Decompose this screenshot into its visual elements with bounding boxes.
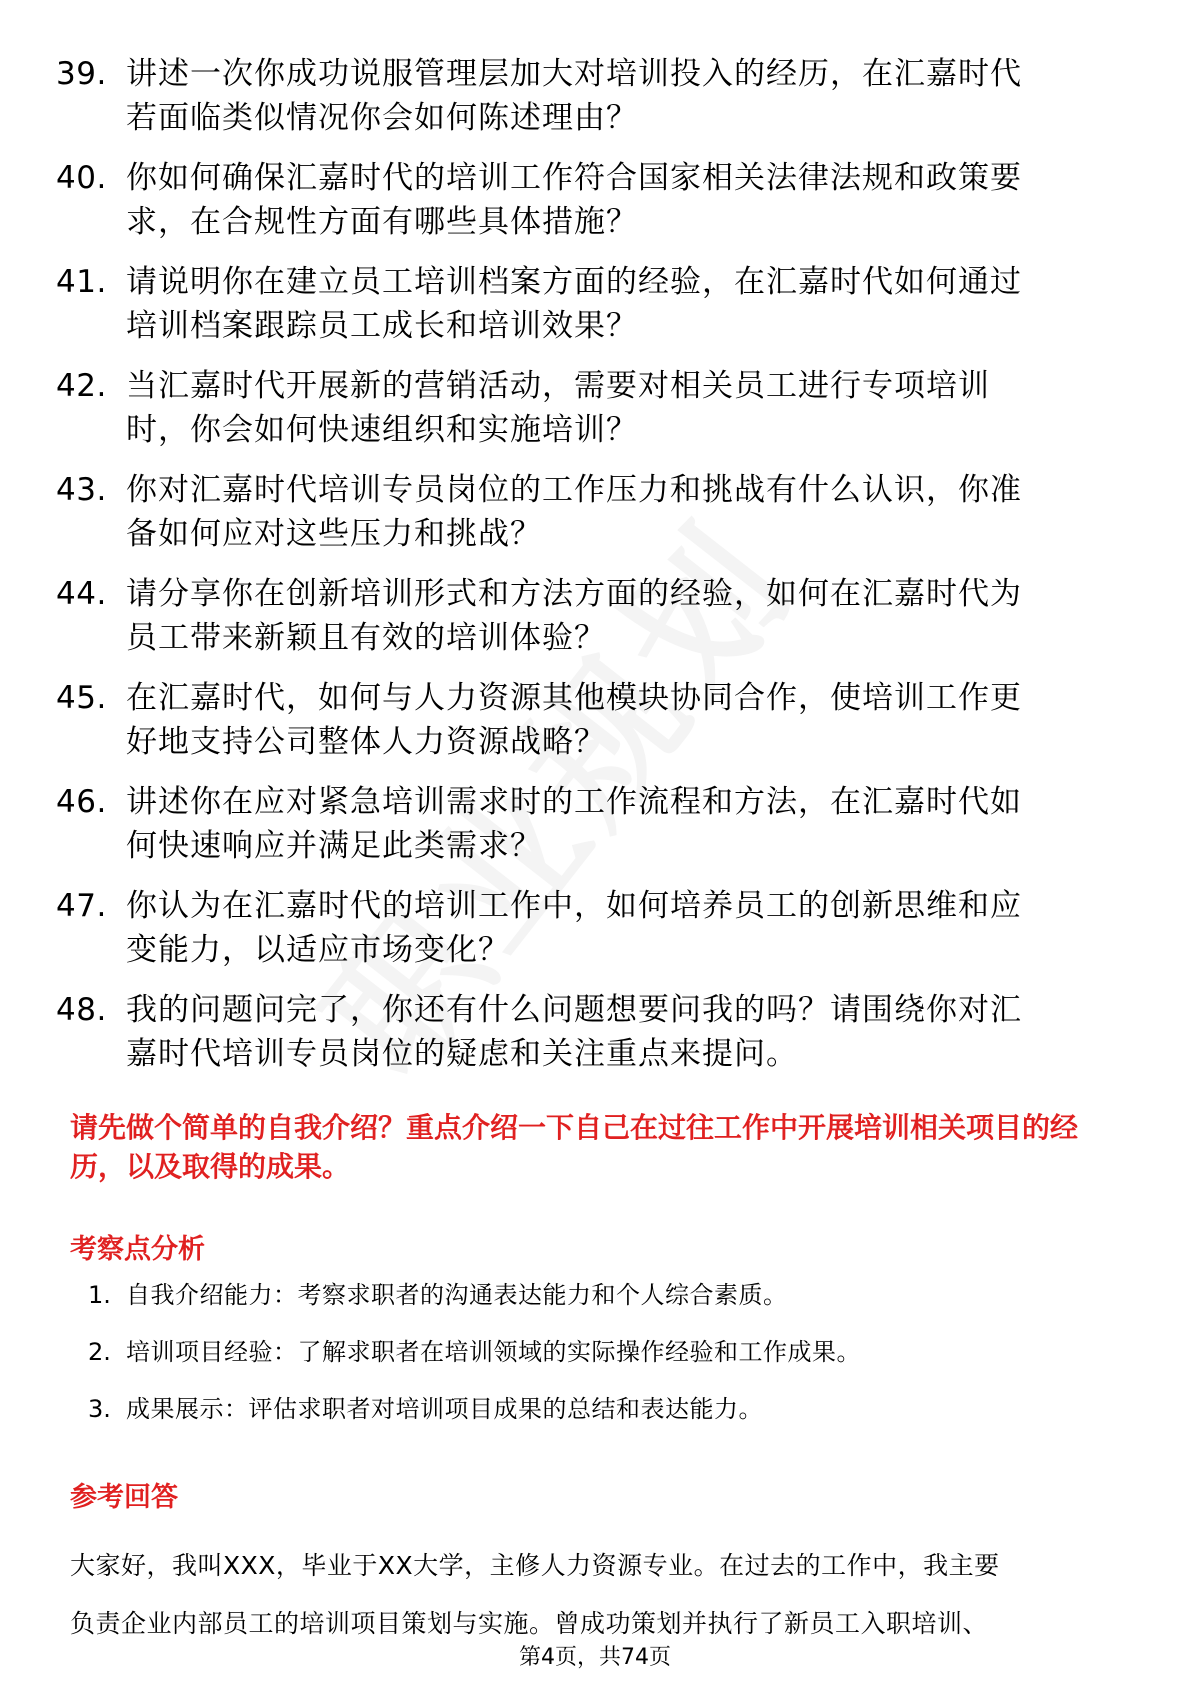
reference-answer-line: 负责企业内部员工的培训项目策划与实施。曾成功策划并执行了新员工入职培训、	[70, 1609, 989, 1638]
question-text	[126, 572, 1136, 660]
question-text	[126, 52, 1136, 140]
reference-answer-line: 大家好，我叫XXX，毕业于XX大学，主修人力资源专业。在过去的工作中，我主要	[70, 1551, 1000, 1580]
question-text	[126, 676, 1136, 764]
question-item	[0, 884, 1190, 988]
question-item	[0, 780, 1190, 884]
question-text	[126, 468, 1136, 556]
question-number: 40.	[56, 160, 107, 196]
question-number: 42.	[56, 368, 107, 404]
question-number: 46.	[56, 784, 107, 820]
reference-title: 参考回答	[70, 1482, 178, 1513]
question-line: 你认为在汇嘉时代的培训工作中，如何培养员工的创新思维和应	[126, 888, 1022, 924]
question-item	[0, 988, 1190, 1092]
question-line: 若面临类似情况你会如何陈述理由？	[126, 100, 638, 136]
question-line: 当汇嘉时代开展新的营销活动，需要对相关员工进行专项培训	[126, 368, 990, 404]
question-item	[0, 364, 1190, 468]
question-item	[0, 52, 1190, 156]
question-list	[0, 52, 1190, 1092]
point-text: 成果展示：评估求职者对培训项目成果的总结和表达能力。	[126, 1395, 763, 1423]
question-line: 讲述一次你成功说服管理层加大对培训投入的经历，在汇嘉时代	[126, 56, 1022, 92]
question-text	[126, 988, 1136, 1076]
question-item	[0, 156, 1190, 260]
question-line: 变能力，以适应市场变化？	[126, 932, 510, 968]
question-text	[126, 156, 1136, 244]
analysis-point	[0, 1335, 1190, 1392]
question-line: 员工带来新颖且有效的培训体验？	[126, 620, 606, 656]
question-line: 嘉时代培训专员岗位的疑虑和关注重点来提问。	[126, 1036, 798, 1072]
analysis-point	[0, 1392, 1190, 1449]
question-number: 39.	[56, 56, 107, 92]
question-number: 41.	[56, 264, 107, 300]
question-line: 请说明你在建立员工培训档案方面的经验，在汇嘉时代如何通过	[126, 264, 1022, 300]
question-line: 你如何确保汇嘉时代的培训工作符合国家相关法律法规和政策要	[126, 160, 1022, 196]
point-text: 自我介绍能力：考察求职者的沟通表达能力和个人综合素质。	[126, 1281, 788, 1309]
question-line: 备如何应对这些压力和挑战？	[126, 516, 542, 552]
question-number: 45.	[56, 680, 107, 716]
question-number: 48.	[56, 992, 107, 1028]
question-number: 44.	[56, 576, 107, 612]
analysis-points	[0, 1278, 1190, 1449]
point-number: 3.	[88, 1395, 111, 1423]
highlight-question	[70, 1108, 1130, 1186]
question-line: 在汇嘉时代，如何与人力资源其他模块协同合作，使培训工作更	[126, 680, 1022, 716]
question-line: 求，在合规性方面有哪些具体措施？	[126, 204, 638, 240]
question-line: 培训档案跟踪员工成长和培训效果？	[126, 308, 638, 344]
point-number: 2.	[88, 1338, 111, 1366]
question-line: 你对汇嘉时代培训专员岗位的工作压力和挑战有什么认识，你准	[126, 472, 1022, 508]
question-text	[126, 884, 1136, 972]
question-item	[0, 260, 1190, 364]
analysis-point	[0, 1278, 1190, 1335]
question-line: 我的问题问完了，你还有什么问题想要问我的吗？请围绕你对汇	[126, 992, 1022, 1028]
question-line: 好地支持公司整体人力资源战略？	[126, 724, 606, 760]
question-item	[0, 572, 1190, 676]
question-text	[126, 260, 1136, 348]
question-line: 何快速响应并满足此类需求？	[126, 828, 542, 864]
point-number: 1.	[88, 1281, 111, 1309]
question-number: 43.	[56, 472, 107, 508]
question-item	[0, 468, 1190, 572]
question-line: 时，你会如何快速组织和实施培训？	[126, 412, 638, 448]
highlight-question-line: 请先做个简单的自我介绍？重点介绍一下自己在过往工作中开展培训相关项目的经	[70, 1111, 1079, 1144]
question-text	[126, 364, 1136, 452]
analysis-title: 考察点分析	[70, 1234, 205, 1265]
question-number: 47.	[56, 888, 107, 924]
page-footer: 第4页，共74页	[519, 1645, 671, 1670]
question-item	[0, 676, 1190, 780]
question-text	[126, 780, 1136, 868]
highlight-question-line: 历，以及取得的成果。	[70, 1150, 351, 1183]
point-text: 培训项目经验：了解求职者在培训领域的实际操作经验和工作成果。	[126, 1338, 861, 1366]
question-line: 请分享你在创新培训形式和方法方面的经验，如何在汇嘉时代为	[126, 576, 1022, 612]
question-line: 讲述你在应对紧急培训需求时的工作流程和方法，在汇嘉时代如	[126, 784, 1022, 820]
